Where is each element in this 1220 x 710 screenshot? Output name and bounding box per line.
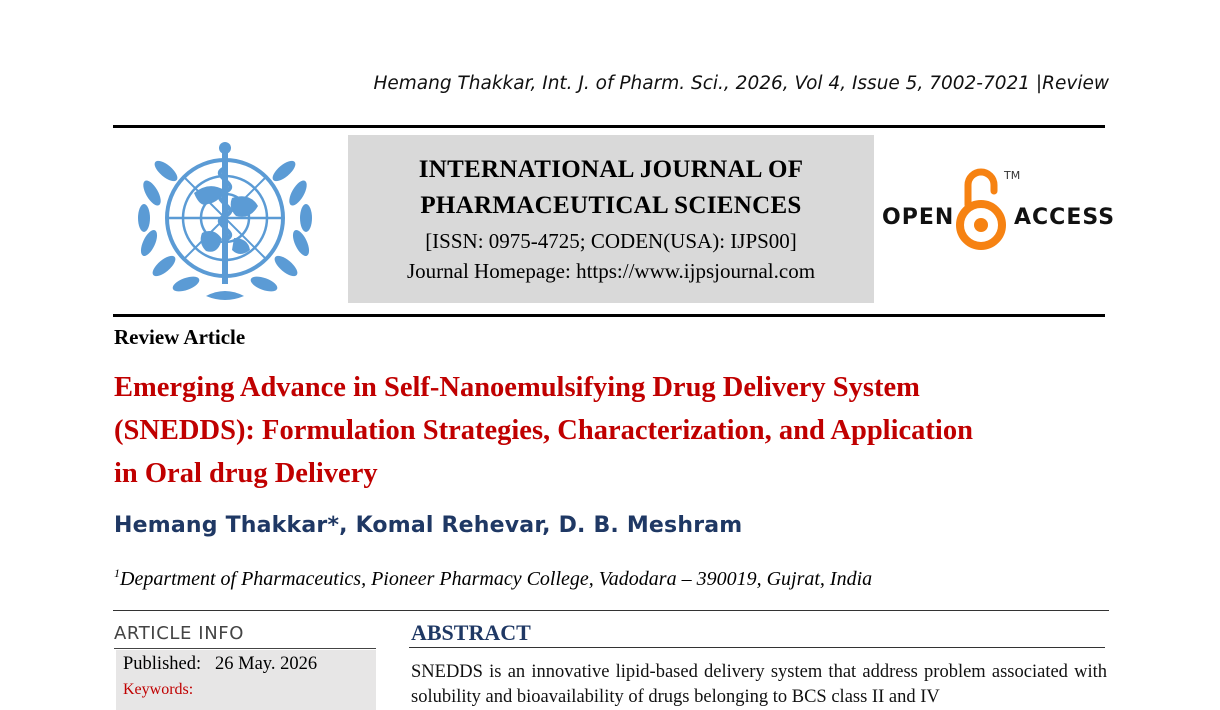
affiliation-marker: 1 [114, 566, 120, 580]
article-title [114, 366, 1114, 495]
article-title-line3: in Oral drug Delivery [114, 458, 378, 489]
article-info-box [116, 650, 376, 710]
affiliation-text: Department of Pharmaceutics, Pioneer Pharmacy College, Vadodara – 390019, Gujrat, India [120, 568, 873, 590]
trademark-mark: TM [1004, 169, 1021, 182]
article-info-heading: ARTICLE INFO [114, 623, 245, 644]
running-header: Hemang Thakkar, Int. J. of Pharm. Sci., 2026, Vol 4, Issue 5, 7002-7021 |Review [373, 73, 1109, 94]
journal-name [348, 152, 874, 224]
affiliation-rule [113, 610, 1109, 611]
open-access-logo [880, 165, 1116, 251]
journal-banner [348, 135, 874, 303]
journal-homepage[interactable]: Journal Homepage: https://www.ijpsjournal.com [406, 259, 816, 283]
header-rule-top [113, 125, 1105, 128]
abstract-text: SNEDDS is an innovative lipid-based delivery system that address problem associated with solubility and bioavailability of drugs belonging to BCS class II and IV [411, 662, 1107, 707]
author-list: Hemang Thakkar*, Komal Rehevar, D. B. Meshram [114, 513, 743, 538]
published-date: Published: 26 May. 2026 [123, 654, 318, 674]
abstract-heading: ABSTRACT [411, 620, 531, 645]
journal-emblem-icon [124, 138, 326, 308]
keywords-label: Keywords: [123, 681, 194, 698]
journal-issn: [ISSN: 0975-4725; CODEN(USA): IJPS00] [425, 229, 797, 253]
article-title-line2: (SNEDDS): Formulation Strategies, Characterization, and Application [114, 415, 973, 446]
open-lock-icon [954, 165, 1008, 251]
affiliation [114, 566, 872, 591]
article-type: Review Article [114, 325, 246, 349]
open-access-access-text: ACCESS [1014, 205, 1116, 230]
journal-name-line2: PHARMACEUTICAL SCIENCES [420, 192, 802, 219]
journal-name-line1: INTERNATIONAL JOURNAL OF [418, 156, 804, 183]
article-title-line1: Emerging Advance in Self-Nanoemulsifying Drug Delivery System [114, 372, 920, 403]
abstract-rule [409, 647, 1105, 648]
header-rule-bottom [113, 314, 1105, 317]
article-info-rule [114, 648, 376, 649]
open-access-open-text: OPEN [882, 205, 955, 230]
